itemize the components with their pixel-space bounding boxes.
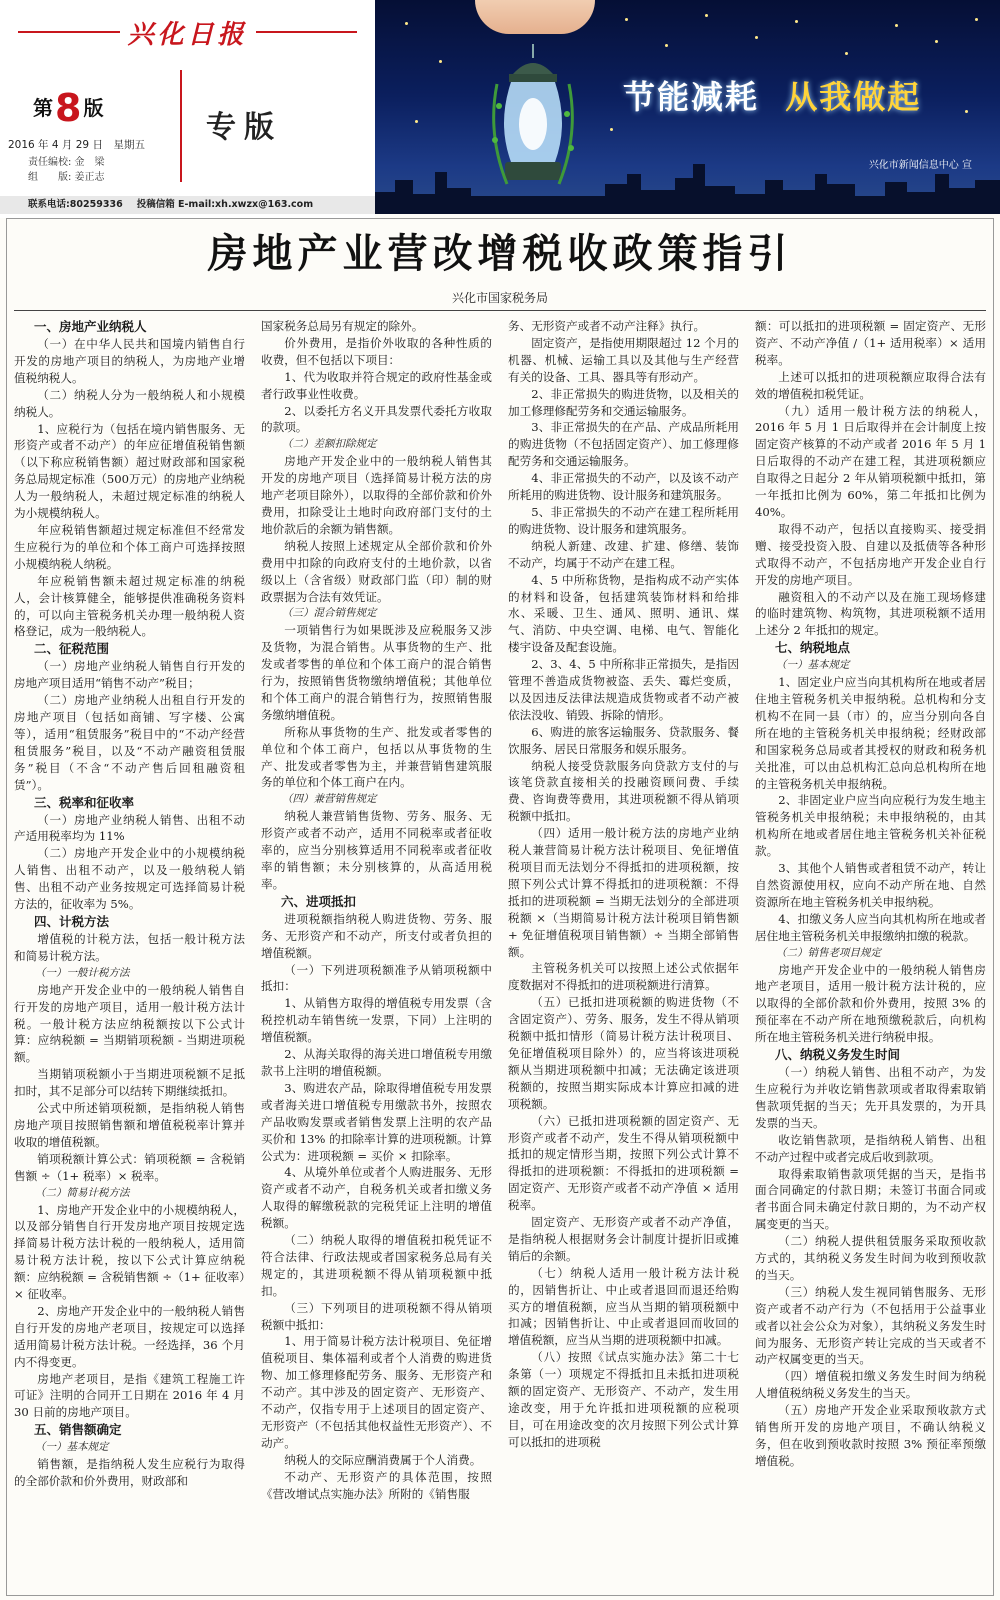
left-red-rule	[18, 31, 120, 33]
body-paragraph: 一项销售行为如果既涉及应税服务又涉及货物，为混合销售。从事货物的生产、批发或者零售的单位和个体工商户的混合销售行为，按照销售货物缴纳增值税；其他单位和个体工商户的混合销售行为，按照销售服务缴纳增值税。	[261, 623, 492, 722]
column-2	[261, 318, 492, 1594]
body-paragraph: 上述可以抵扣的进项税额应取得合法有效的增值税扣税凭证。	[755, 369, 986, 401]
section-label: 专版	[206, 110, 282, 145]
body-paragraph: 增值税的计税方法，包括一般计税方法和简易计税方法。	[14, 932, 245, 963]
body-paragraph: 4、扣缴义务人应当向其机构所在地或者居住地主管税务机关申报缴纳扣缴的税款。	[755, 911, 986, 943]
body-paragraph: （三）纳税人发生视同销售服务、无形资产或者不动产行为（不包括用于公益事业或者以社会公众为对象），其纳税义务发生时间为服务、无形资产转让完成的当天或者不动产权属变更的当天。	[755, 1284, 986, 1367]
column-3	[508, 318, 739, 1594]
edition-digit: 8	[55, 86, 82, 130]
body-paragraph: （六）已抵扣进项税额的固定资产、无形资产或者不动产，发生不得从销项税额中抵扣的规定情形当期，按照下列公式计算不得抵扣的进项税额：不得抵扣的进项税额 = 固定资产、无形资产或者不动产净值 × 适用税率。	[508, 1113, 739, 1213]
body-paragraph: 当期销项税额小于当期进项税额不足抵扣时，其不足部分可以结转下期继续抵扣。	[14, 1067, 245, 1099]
body-paragraph: 销项税额计算公式：销项税额 = 含税销售额 ÷（1+ 税率）× 税率。	[14, 1151, 245, 1183]
body-paragraph: 4、5 中所称货物，是指构成不动产实体的材料和设备，包括建筑装饰材料和给排水、采暖、卫生、通风、照明、通讯、煤气、消防、中央空调、电梯、电气、智能化楼宇设备及配套设施。	[508, 572, 739, 655]
masthead-info	[0, 0, 375, 218]
body-paragraph: 2、非正常损失的购进货物，以及相关的加工修理修配劳务和交通运输服务。	[508, 386, 739, 418]
body-paragraph: 国家税务总局另有规定的除外。	[261, 319, 424, 333]
body-paragraph: 1、房地产开发企业中的小规模纳税人，以及部分销售自行开发房地产项目按规定选择简易计税方法计税的一般纳税人，适用简易计税方法计税，按以下公式计算应纳税额：应纳税额 = 含税销售额 ÷（1+ 征收率）× 征收率。	[14, 1202, 245, 1302]
body-paragraph: 房地产开发企业中的一般纳税人销售其开发的房地产项目（选择简易计税方法的房地产老项目除外），以取得的全部价款和价外费用，扣除受让土地时向政府部门支付的土地价款后的余额为销售额。	[261, 454, 492, 536]
body-paragraph: 不动产、无形资产的具体范围，按照《营改增试点实施办法》所附的《销售服	[261, 1469, 492, 1501]
body-paragraph: 取得不动产，包括以直接购买、接受捐赠、接受投资入股、自建以及抵债等各种形式取得不动产，不包括房地产开发企业自行开发的房地产项目。	[755, 521, 986, 587]
body-paragraph: 所称从事货物的生产、批发或者零售的单位和个体工商户，包括以从事货物的生产、批发或者零售为主，并兼营销售建筑服务的单位和个体工商户在内。	[261, 724, 492, 790]
body-paragraph: （二）纳税人提供租赁服务采取预收款方式的，其纳税义务发生时间为收到预收款的当天。	[755, 1234, 986, 1282]
body-paragraph: （五）已抵扣进项税额的购进货物（不含固定资产）、劳务、服务，发生不得从销项税额中抵扣情形（简易计税方法计税项目、免征增值税项目除外）的，应当将该进项税额从当期进项税额中扣减；无法确定该进项税额的，按照当期实际成本计算应扣减的进项税额。	[508, 995, 739, 1111]
body-paragraph: 2、从海关取得的海关进口增值税专用缴款书上注明的增值税额。	[261, 1047, 492, 1078]
body-paragraph: （二）纳税人分为一般纳税人和小规模纳税人。	[14, 387, 245, 419]
body-paragraph: 2、以委托方名义开具发票代委托方收取的款项。	[261, 403, 492, 435]
body-paragraph: 纳税人新建、改建、扩建、修缮、装饰不动产，均属于不动产在建工程。	[508, 538, 739, 570]
contact-email: 投稿信箱 E-mail:xh.xwzx@163.com	[136, 199, 314, 210]
body-paragraph: 价外费用，是指价外收取的各种性质的收费，但不包括以下项目：	[261, 335, 492, 367]
body-paragraph: 纳税人按照上述规定从全部价款和价外费用中扣除的向政府支付的土地价款，以省级以上（含省级）财政部门监（印）制的财政票据为合法有效凭证。	[261, 538, 492, 604]
section-heading: 五、销售额确定	[34, 1422, 122, 1438]
body-paragraph: （九）适用一般计税方法的纳税人，2016 年 5 月 1 日后取得并在会计制度上按固定资产核算的不动产或者 2016 年 5 月 1 日后取得的不动产在建工程，其进项税额应自取得之日起分 2 年从销项税额中抵扣，第一年抵扣比例为 60%，第二年抵扣比例为 40%。	[755, 403, 986, 519]
slogan-part-2: 从我做起	[785, 78, 922, 116]
hand-illustration	[475, 0, 595, 34]
body-paragraph: 1、用于简易计税方法计税项目、免征增值税项目、集体福利或者个人消费的购进货物、加工修理修配劳务、服务、无形资产和不动产。其中涉及的固定资产、无形资产、不动产，仅指专用于上述项目的固定资产、无形资产（不包括其他权益性无形资产）、不动产。	[261, 1334, 492, 1450]
section-heading: 二、征税范围	[34, 641, 110, 657]
body-paragraph: 纳税人兼营销售货物、劳务、服务、无形资产或者不动产，适用不同税率或者征收率的，应当分别核算适用不同税率或者征收率的销售额；未分别核算的，从高适用税率。	[261, 809, 492, 891]
body-paragraph: （三）下列项目的进项税额不得从销项税额中抵扣：	[261, 1300, 492, 1332]
body-paragraph: 5、非正常损失的不动产在建工程所耗用的购进货物、设计服务和建筑服务。	[508, 504, 739, 536]
body-paragraph: 2、3、4、5 中所称非正常损失，是指因管理不善造成货物被盗、丢失、霉烂变质，以及因违反法律法规造成货物或者不动产被依法没收、销毁、拆除的情形。	[508, 657, 739, 722]
body-paragraph: （二）房地产开发企业中的小规模纳税人销售、出租不动产，以及一般纳税人销售、出租不动产业务按规定可选择简易计税方法的，征收率为 5%。	[14, 846, 245, 912]
body-paragraph: 固定资产，是指使用期限超过 12 个月的机器、机械、运输工具以及其他与生产经营有关的设备、工具、器具等有形动产。	[508, 335, 739, 384]
subsection-heading: （二）销售老项目规定	[776, 946, 881, 959]
body-paragraph: 销售额，是指纳税人发生应税行为取得的全部价款和价外费用，财政部和	[14, 1457, 245, 1489]
slogan-part-1: 节能减耗	[623, 78, 760, 116]
body-paragraph: 年应税销售额未超过规定标准的纳税人，会计核算健全，能够提供准确税务资料的，可以向主管税务机关办理一般纳税人资格登记，成为一般纳税人。	[14, 573, 245, 639]
editor-credit: 责任编校: 金 梁	[28, 157, 105, 168]
body-paragraph: 收讫销售款项，是指纳税人销售、出租不动产过程中或者完成后收到款项。	[755, 1132, 986, 1164]
subsection-heading: （二）简易计税方法	[35, 1186, 130, 1199]
body-paragraph: （一）在中华人民共和国境内销售自行开发的房地产项目的纳税人，为房地产业增值税纳税人。	[14, 337, 245, 385]
article-byline: 兴化市国家税务局	[451, 291, 548, 305]
layout-credit: 组 版: 姜正志	[28, 172, 105, 183]
subsection-heading: （四）兼营销售规定	[282, 793, 377, 806]
article-body	[14, 318, 988, 1594]
banner-slogan	[623, 72, 921, 118]
edition-suffix: 版	[83, 96, 104, 120]
subsection-heading: （一）一般计税方法	[35, 966, 130, 979]
body-paragraph: （一）房地产业纳税人销售、出租不动产适用税率均为 11%	[14, 812, 245, 844]
banner-credit: 兴化市新闻信息中心 宣	[868, 160, 972, 171]
body-paragraph: 进项税额指纳税人购进货物、劳务、服务、无形资产和不动产，所支付或者负担的增值税额。	[261, 911, 492, 960]
body-paragraph: 房地产开发企业中的一般纳税人销售自行开发的房地产项目，适用一般计税方法计税。一般计税方法应纳税额按以下公式计算：应纳税额 = 当期销项税额 - 当期进项税额。	[14, 982, 245, 1065]
body-paragraph: 务、无形资产或者不动产注释》执行。	[508, 319, 706, 333]
issue-date: 2016 年 4 月 29 日 星期五	[8, 139, 145, 151]
body-paragraph: 4、非正常损失的不动产，以及该不动产所耗用的购进货物、设计服务和建筑服务。	[508, 471, 739, 503]
body-paragraph: （四）适用一般计税方法的房地产业纳税人兼营简易计税方法计税项目、免征增值税项目而无法划分不得抵扣的进项税额，按照下列公式计算不得抵扣的进项税额：不得抵扣的进项税额 = 当期无法划分的全部进项税额 ×（当期简易计税方法计税项目销售额 + 免征增值税项目销售额）÷ 当期全部销售额。	[508, 826, 739, 959]
subsection-heading: （三）混合销售规定	[282, 607, 377, 620]
paper-name-row	[10, 14, 365, 50]
body-paragraph: 1、固定业户应当向其机构所在地或者居住地主管税务机关申报纳税。总机构和分支机构不在同一县（市）的，应当分别向各自所在地的主管税务机关申报纳税；经财政部和国家税务总局或者其授权的财政和税务机关批准，可以由总机构汇总向总机构所在地的主管税务机关申报纳税。	[755, 675, 986, 791]
body-paragraph: 2、房地产开发企业中的一般纳税人销售自行开发的房地产老项目，按规定可以选择适用简易计税方法计税。一经选择，36 个月内不得变更。	[14, 1303, 245, 1369]
body-paragraph: 公式中所述销项税额，是指纳税人销售房地产项目按照销售额和增值税税率计算并收取的增值税额。	[14, 1101, 245, 1149]
body-paragraph: 纳税人的交际应酬消费属于个人消费。	[284, 1452, 482, 1467]
edition-prefix: 第	[33, 96, 53, 120]
body-paragraph: （八）按照《试点实施办法》第二十七条第（一）项规定不得抵扣且未抵扣进项税额的固定资产、无形资产、不动产，发生用途改变，用于允许抵扣进项税额的应税项目，可在用途改变的次月按照下列公式计算可以抵扣的进项税	[508, 1350, 739, 1449]
body-paragraph: （四）增值税扣缴义务发生时间为纳税人增值税纳税义务发生的当天。	[755, 1369, 986, 1401]
body-paragraph: （七）纳税人适用一般计税方法计税的，因销售折让、中止或者退回而退还给购买方的增值税额，应当从当期的销项税额中扣减；因销售折让、中止或者退回而收回的增值税额，应当从当期的进项税额中扣减。	[508, 1265, 739, 1348]
section-heading: 八、纳税义务发生时间	[775, 1047, 901, 1063]
section-heading: 三、税率和征收率	[34, 794, 135, 810]
body-paragraph: （二）纳税人取得的增值税扣税凭证不符合法律、行政法规或者国家税务总局有关规定的，其进项税额不得从销项税额中抵扣。	[261, 1233, 492, 1298]
subsection-heading: （一）基本规定	[776, 659, 850, 672]
column-4	[755, 318, 986, 1594]
body-paragraph: （一）下列进项税额准予从销项税额中抵扣：	[261, 962, 492, 994]
article-title: 房地产业营改增税收政策指引	[207, 230, 793, 277]
masthead-divider	[180, 70, 182, 182]
body-paragraph: 1、代为收取并符合规定的政府性基金或者行政事业性收费。	[261, 369, 492, 401]
body-paragraph: 3、其他个人销售或者租赁不动产，转让自然资源使用权，应向不动产所在地、自然资源所在地主管税务机关申报纳税。	[755, 861, 986, 909]
masthead	[0, 0, 1000, 218]
body-paragraph: 3、非正常损失的在产品、产成品所耗用的购进货物（不包括固定资产）、加工修理修配劳务和交通运输服务。	[508, 420, 739, 469]
section-heading: 七、纳税地点	[775, 640, 851, 656]
body-paragraph: 额：可以抵扣的进项税额 = 固定资产、无形资产、不动产净值 /（1+ 适用税率）× 适用税率。	[755, 319, 986, 367]
city-skyline-icon	[375, 144, 1000, 214]
paper-logo: 兴化日报	[127, 19, 248, 50]
column-1	[14, 318, 245, 1594]
body-paragraph: （一）纳税人销售、出租不动产，为发生应税行为并收讫销售款项或者取得索取销售款项凭据的当天；先开具发票的，为开具发票的当天。	[755, 1065, 986, 1130]
headline-rule	[14, 310, 986, 311]
body-paragraph: 主管税务机关可以按照上述公式依据年度数据对不得抵扣的进项税额进行清算。	[508, 961, 739, 993]
right-red-rule	[256, 31, 358, 33]
section-heading: 一、房地产业纳税人	[34, 319, 147, 334]
body-paragraph: 固定资产、无形资产或者不动产净值，是指纳税人根据财务会计制度计提折旧或摊销后的余额。	[508, 1215, 739, 1263]
body-paragraph: 年应税销售额超过规定标准但不经常发生应税行为的单位和个体工商户可选择按照小规模纳税人纳税。	[14, 522, 245, 571]
edition-number	[33, 86, 103, 130]
body-paragraph: 融资租入的不动产以及在施工现场修建的临时建筑物、构筑物，其进项税额不适用上述分 2 年抵扣的规定。	[755, 589, 986, 638]
body-paragraph: 纳税人接受贷款服务向贷款方支付的与该笔贷款直接相关的投融资顾问费、手续费、咨询费等费用，其进项税额不得从销项税额中抵扣。	[508, 758, 739, 824]
subsection-heading: （二）差额扣除规定	[282, 438, 377, 451]
body-paragraph: 4、从境外单位或者个人购进服务、无形资产或者不动产，自税务机关或者扣缴义务人取得的解缴税款的完税凭证上注明的增值税额。	[261, 1165, 492, 1231]
body-paragraph: 3、购进农产品，除取得增值税专用发票或者海关进口增值税专用缴款书外，按照农产品收购发票或者销售发票上注明的农产品买价和 13% 的扣除率计算的进项税额。计算公式为：进项税额 = 买价 × 扣除率。	[261, 1080, 492, 1163]
body-paragraph: 房地产老项目，是指《建筑工程施工许可证》注明的合同开工日期在 2016 年 4 月 30 日前的房地产项目。	[14, 1371, 245, 1420]
body-paragraph: 取得索取销售款项凭据的当天，是指书面合同确定的付款日期；未签订书面合同或者书面合同未确定付款日期的，为不动产权属变更的当天。	[755, 1166, 986, 1232]
energy-saving-banner	[375, 0, 1000, 214]
body-paragraph: 1、应税行为（包括在境内销售服务、无形资产或者不动产）的年应征增值税销售额（以下称应税销售额）超过财政部和国家税务总局规定标准（500万元）的房地产业纳税人为一般纳税人，未超过规定标准的纳税人为小规模纳税人。	[14, 421, 245, 521]
body-paragraph: 2、非固定业户应当向应税行为发生地主管税务机关申报纳税；未申报纳税的，由其机构所在地或者居住地主管税务机关补征税款。	[755, 793, 986, 859]
contact-bar	[0, 196, 375, 214]
section-heading: 六、进项抵扣	[281, 893, 357, 909]
contact-phone: 联系电话:80259336	[28, 199, 123, 210]
body-paragraph: （二）房地产业纳税人出租自行开发的房地产项目（包括如商铺、写字楼、公寓等），适用“租赁服务”税目中的“不动产经营租赁服务”税目，以及“不动产融资租赁服务”税目（不含“不动产售后回租融资租赁”）。	[14, 693, 245, 792]
body-paragraph: 6、购进的旅客运输服务、贷款服务、餐饮服务、居民日常服务和娱乐服务。	[508, 724, 739, 756]
section-heading: 四、计税方法	[34, 914, 110, 929]
subsection-heading: （一）基本规定	[35, 1441, 109, 1454]
body-paragraph: 1、从销售方取得的增值税专用发票（含税控机动车销售统一发票，下同）上注明的增值税额。	[261, 996, 492, 1045]
body-paragraph: （一）房地产业纳税人销售自行开发的房地产项目适用“销售不动产”税目；	[14, 659, 245, 691]
body-paragraph: 房地产开发企业中的一般纳税人销售房地产老项目，适用一般计税方法计税的，应以取得的全部价款和价外费用，按照 3% 的预征率在不动产所在地预缴税款后，向机构所在地主管税务机关进行纳税申报。	[755, 962, 986, 1045]
body-paragraph: （五）房地产开发企业采取预收款方式销售所开发的房地产项目，不确认纳税义务，但在收到预收款时按照 3% 预征率预缴增值税。	[755, 1403, 986, 1468]
